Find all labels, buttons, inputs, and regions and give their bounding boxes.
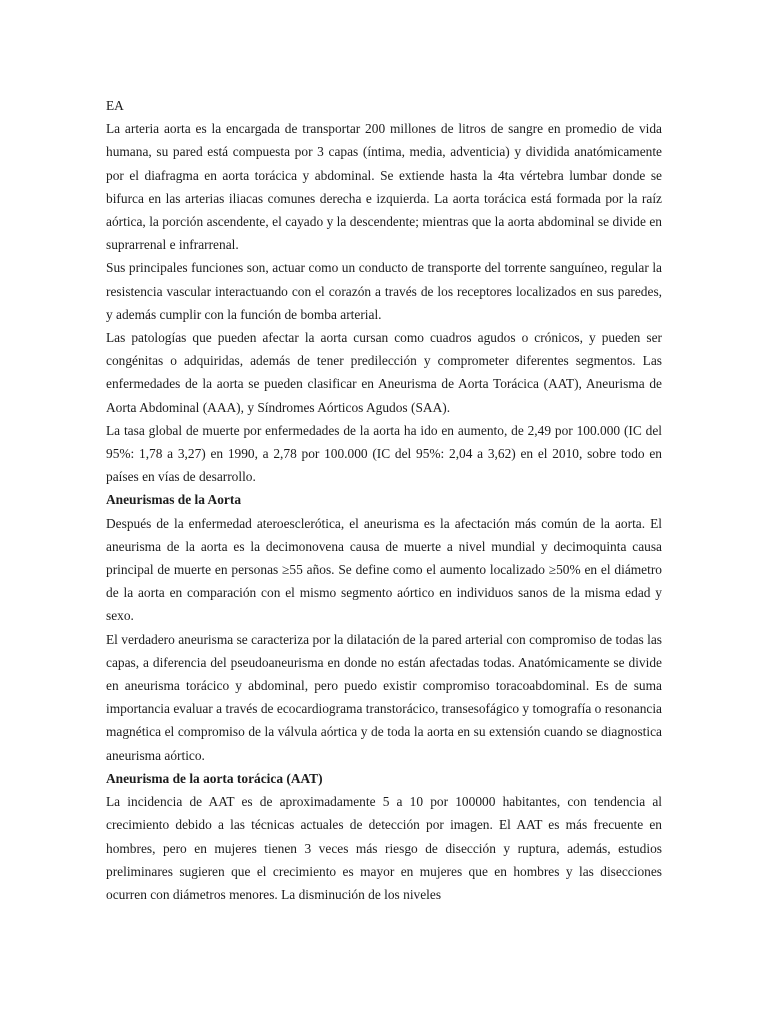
paragraph-mortality-rate: La tasa global de muerte por enfermedades de la aorta ha ido en aumento, de 2,49 por 100.000 (IC del 95%: 1,78 a 3,27) en 1990, a 2,78 por 100.000 (IC del 95%: 2,04 a 3,62) en el 2010, sobre todo en países en vías de desarrollo.	[106, 422, 662, 485]
paragraph-aorta-pathologies: Las patologías que pueden afectar la aorta cursan como cuadros agudos o crónicos, y pueden ser congénitas o adquiridas, además de tener predilección y comprometer diferentes segmentos. Las enfermedades de la aorta se pueden clasificar en Aneurisma de Aorta Torácica (AAT), Aneurisma de Aorta Abdominal (AAA), y Síndromes Aórticos Agudos (SAA).	[106, 330, 662, 415]
paragraph-aorta-anatomy: La arteria aorta es la encargada de transportar 200 millones de litros de sangre en promedio de vida humana, su pared está compuesta por 3 capas (íntima, media, adventicia) y dividida anatómicamente por el diafragma en aorta torácica y abdominal. Se extiende hasta la 4ta vértebra lumbar donde se bifurca en las arterias iliacas comunes derecha e izquierda. La aorta torácica está formada por la raíz aórtica, la porción ascendente, el cayado y la descendente; mientras que la aorta abdominal se divide en suprarrenal e infrarrenal.	[106, 121, 662, 253]
document-title: EA	[106, 98, 124, 113]
section-heading-aneurysms: Aneurismas de la Aorta	[106, 492, 242, 508]
section-heading-thoracic-aneurysm: Aneurisma de la aorta torácica (AAT)	[106, 770, 323, 786]
paragraph-true-aneurysm: El verdadero aneurisma se caracteriza por la dilatación de la pared arterial con compromiso de todas las capas, a diferencia del pseudoaneurisma en donde no están afectadas todas. Anatómicamente se divide en aneurisma torácico y abdominal, pero puedo existir compromiso toracoabdominal. Es de suma importancia evaluar a través de ecocardiograma transtorácico, transesofágico y tomografía o resonancia magnética el compromiso de la válvula aórtica y de toda la aorta en su extensión cuando se diagnostica aneurisma aórtico.	[106, 631, 662, 763]
paragraph-aneurysm-definition: Después de la enfermedad ateroesclerótica, el aneurisma es la afectación más común de la aorta. El aneurisma de la aorta es la decimonovena causa de muerte a nivel mundial y decimoquinta causa principal de muerte en personas ≥55 años. Se define como el aumento localizado ≥50% en el diámetro de la aorta en comparación con el mismo segmento aórtico en individuos sanos de la misma edad y sexo.	[106, 515, 662, 624]
paragraph-aorta-functions: Sus principales funciones son, actuar como un conducto de transporte del torrente sanguíneo, regular la resistencia vascular interactuando con el corazón a través de los receptores localizados en sus paredes, y además cumplir con la función de bomba arterial.	[106, 260, 662, 322]
document-page	[106, 94, 662, 906]
paragraph-thoracic-incidence: La incidencia de AAT es de aproximadamente 5 a 10 por 100000 habitantes, con tendencia al crecimiento debido a las técnicas actuales de detección por imagen. El AAT es más frecuente en hombres, pero en mujeres tienen 3 veces más riesgo de disección y ruptura, además, estudios preliminares sugieren que el crecimiento es mayor en mujeres que en hombres y las disecciones ocurren con diámetros menores. La disminución de los niveles	[106, 794, 662, 902]
